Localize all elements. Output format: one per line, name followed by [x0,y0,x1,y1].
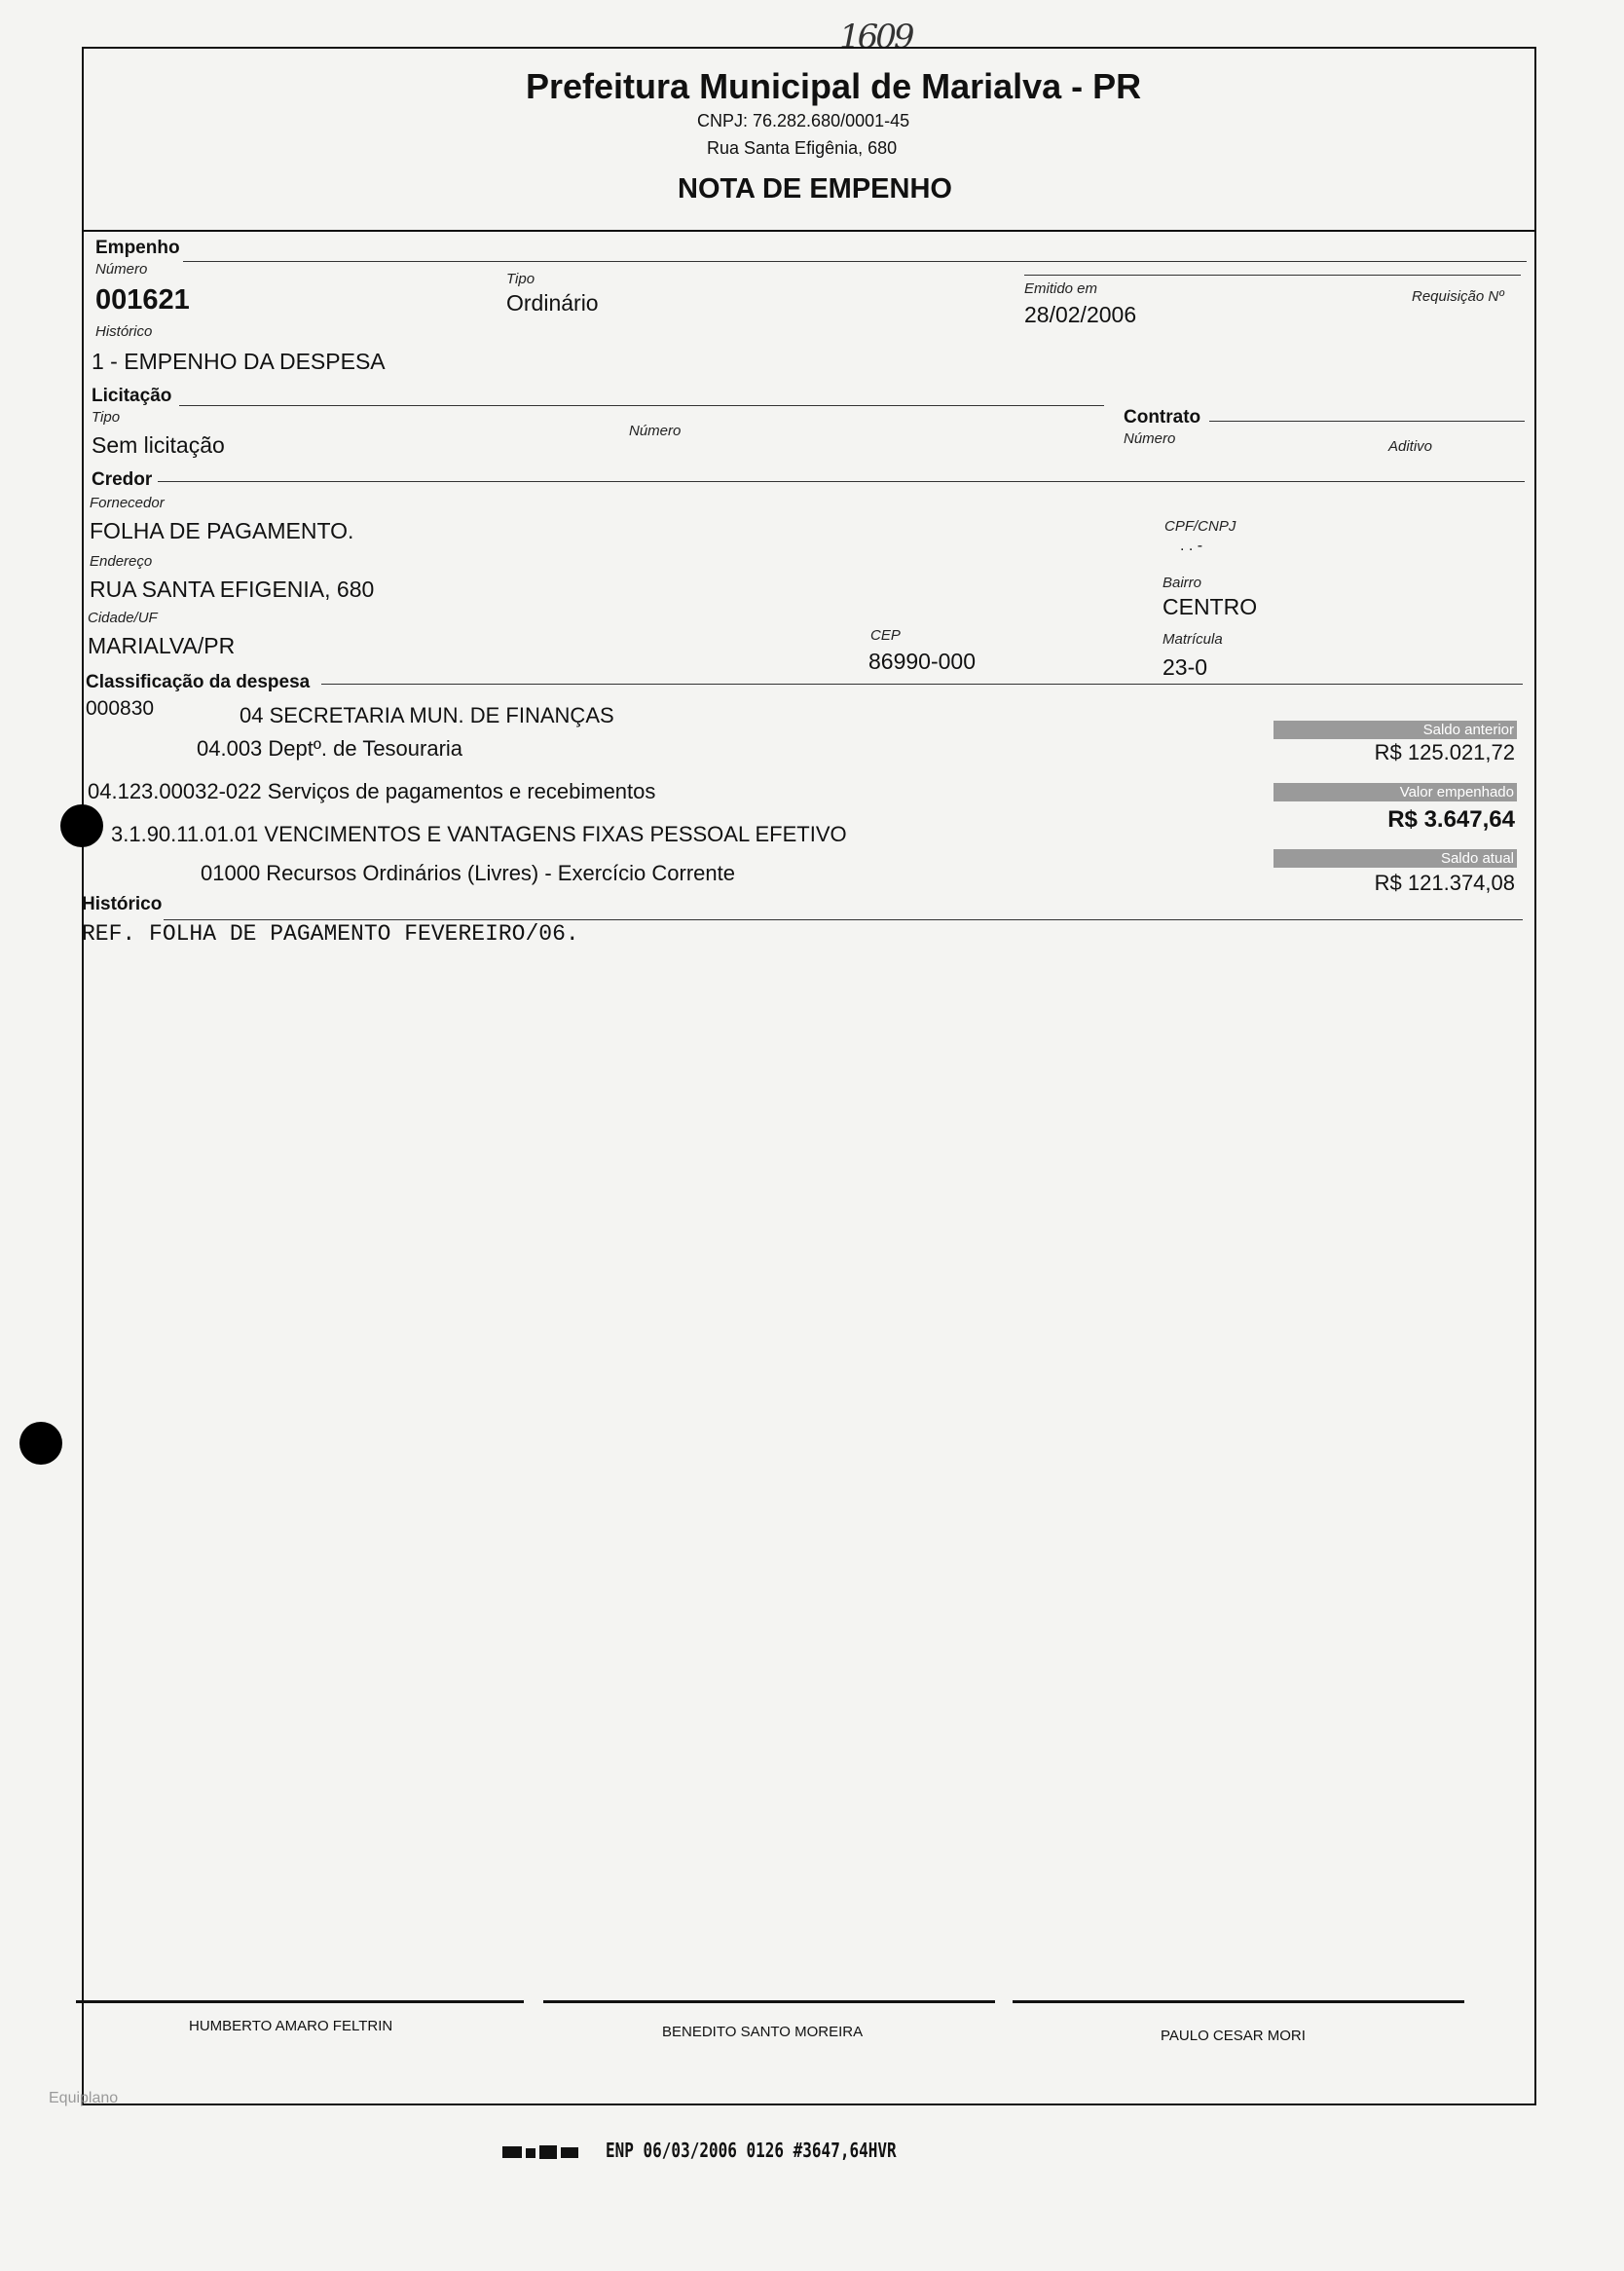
classificacao-depto: 04.003 Deptº. de Tesouraria [197,736,463,761]
matricula-value: 23-0 [1163,654,1208,680]
punch-hole-top [60,804,103,847]
valor-empenhado-value: R$ 3.647,64 [1387,806,1515,833]
emitido-label: Emitido em [1024,280,1098,297]
licitacao-tipo-label: Tipo [92,409,121,426]
matricula-label: Matrícula [1163,631,1223,648]
historico-rule [164,919,1523,920]
licitacao-section: Licitação [92,386,172,406]
requisicao-label: Requisição Nº [1412,288,1504,305]
valor-empenhado-bar: Valor empenhado [1273,783,1517,801]
saldo-atual-value: R$ 121.374,08 [1374,871,1515,895]
classificacao-recurso: 01000 Recursos Ordinários (Livres) - Exercício Corrente [201,861,735,885]
contrato-numero-label: Número [1124,430,1176,447]
contrato-aditivo-label: Aditivo [1388,438,1433,455]
licitacao-tipo: Sem licitação [92,432,225,458]
classificacao-code: 000830 [86,697,155,720]
signature-line-2 [543,2000,995,2003]
saldo-atual-bar: Saldo atual [1273,849,1517,868]
empenho-right-rule [1024,275,1521,276]
licitacao-rule [179,405,1104,406]
empenho-tipo-label: Tipo [506,271,535,287]
empenho-historico-label: Histórico [95,323,153,340]
software-label: Equiplano [49,2090,119,2106]
endereco-label: Endereço [90,553,153,570]
signature-line-3 [1013,2000,1464,2003]
barcode-mark [502,2144,580,2160]
cpf-value: . . - [1180,538,1203,554]
fornecedor-value: FOLHA DE PAGAMENTO. [90,518,354,543]
contrato-section: Contrato [1124,407,1201,428]
historico-section: Histórico [82,894,163,914]
page-title: Prefeitura Municipal de Marialva - PR [526,66,1142,106]
footer-stamp: ENP 06/03/2006 0126 #3647,64HVR [606,2139,897,2162]
endereco-value: RUA SANTA EFIGENIA, 680 [90,577,375,602]
credor-section: Credor [92,469,153,490]
fornecedor-label: Fornecedor [90,495,165,511]
signature-name-1: HUMBERTO AMARO FELTRIN [189,2018,393,2034]
address-text: Rua Santa Efigênia, 680 [707,138,898,158]
empenho-numero-label: Número [95,261,148,278]
bairro-label: Bairro [1163,575,1202,591]
signature-name-2: BENEDITO SANTO MOREIRA [662,2024,864,2040]
licitacao-numero-label: Número [629,423,682,439]
cep-label: CEP [870,627,901,644]
header-rule [82,230,1536,232]
empenho-section: Empenho [95,238,180,258]
signature-line-1 [76,2000,524,2003]
classificacao-elemento: 3.1.90.11.01.01 VENCIMENTOS E VANTAGENS FIXAS PESSOAL EFETIVO [111,822,847,846]
classificacao-rule [321,684,1523,685]
emitido-date: 28/02/2006 [1024,302,1137,327]
empenho-tipo: Ordinário [506,290,599,316]
signature-name-3: PAULO CESAR MORI [1161,2028,1306,2044]
cep-value: 86990-000 [868,649,976,674]
empenho-numero: 001621 [95,284,190,316]
classificacao-programa: 04.123.00032-022 Serviços de pagamentos e recebimentos [88,779,656,803]
cnpj-text: CNPJ: 76.282.680/0001-45 [697,111,910,130]
cidade-label: Cidade/UF [88,610,158,626]
empenho-rule [183,261,1527,262]
empenho-historico: 1 - EMPENHO DA DESPESA [92,349,386,374]
saldo-anterior-value: R$ 125.021,72 [1374,740,1515,764]
doc-title: NOTA DE EMPENHO [678,173,952,205]
credor-rule [158,481,1525,482]
saldo-anterior-bar: Saldo anterior [1273,721,1517,739]
handwritten-page-number: 1609 [839,18,912,56]
bairro-value: CENTRO [1163,594,1258,619]
historico-text: REF. FOLHA DE PAGAMENTO FEVEREIRO/06. [82,921,579,947]
classificacao-secretaria: 04 SECRETARIA MUN. DE FINANÇAS [240,703,614,727]
cpf-label: CPF/CNPJ [1164,518,1236,535]
punch-hole-bottom [19,1422,62,1465]
cidade-value: MARIALVA/PR [88,633,236,658]
contrato-rule [1209,421,1525,422]
classificacao-section: Classificação da despesa [86,672,311,692]
